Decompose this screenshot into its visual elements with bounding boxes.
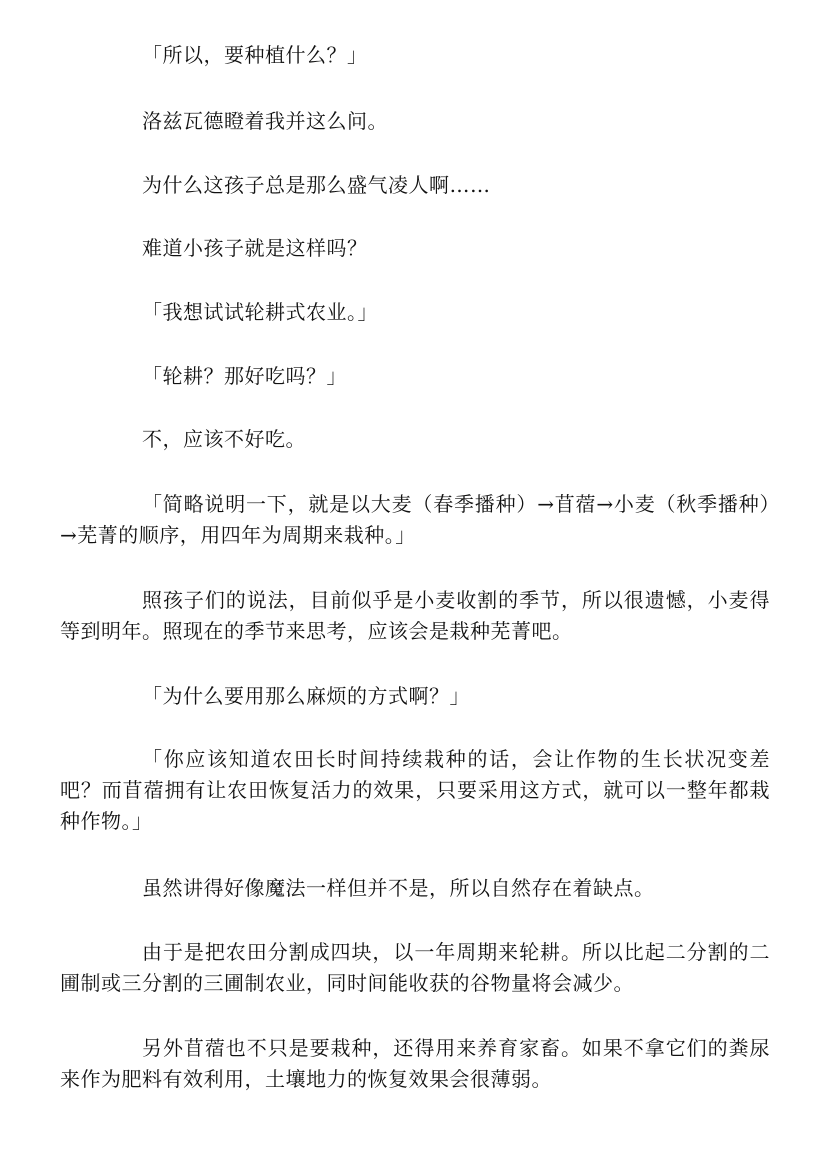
paragraph-dialogue: 「轮耕？那好吃吗？」 [142,364,347,388]
paragraph-narration: 另外苜蓿也不只是要栽种，还得用来养育家畜。如果不拿它们的粪尿来作为肥料有效利用，土壤地力的恢复效果会很薄弱。 [60,1036,770,1091]
paragraph-dialogue: 「我想试试轮耕式农业。」 [142,300,378,324]
paragraph-dialogue-explanation: 「你应该知道农田长时间持续栽种的话，会让作物的生长状况变差吧？而苜蓿拥有让农田恢复活力的效果，只要采用这方式，就可以一整年都栽种作物。」 [60,747,770,833]
paragraph-narration: 照孩子们的说法，目前似乎是小麦收割的季节，所以很遗憾，小麦得等到明年。照现在的季节来思考，应该会是栽种芜菁吧。 [60,588,770,643]
paragraph-narration: 由于是把农田分割成四块，以一年周期来轮耕。所以比起二分割的二圃制或三分割的三圃制农业，同时间能收获的谷物量将会减少。 [60,940,770,995]
paragraph-dialogue-what-to-plant: 「所以，要种植什么？」 [142,43,368,67]
paragraph-narration: 虽然讲得好像魔法一样但并不是，所以自然存在着缺点。 [142,876,655,900]
paragraph-dialogue-crop-rotation: 「简略说明一下，就是以大麦（春季播种）→苜蓿→小麦（秋季播种）→芜菁的顺序，用四年为周期来栽种。」 [60,492,770,547]
paragraph-narration: 不，应该不好吃。 [142,427,306,451]
paragraph-narration: 洛兹瓦德瞪着我并这么问。 [142,109,388,133]
paragraph-narration: 难道小孩子就是这样吗？ [142,236,368,260]
paragraph-narration: 为什么这孩子总是那么盛气凌人啊…… [142,173,491,197]
paragraph-dialogue: 「为什么要用那么麻烦的方式啊？」 [142,684,470,708]
